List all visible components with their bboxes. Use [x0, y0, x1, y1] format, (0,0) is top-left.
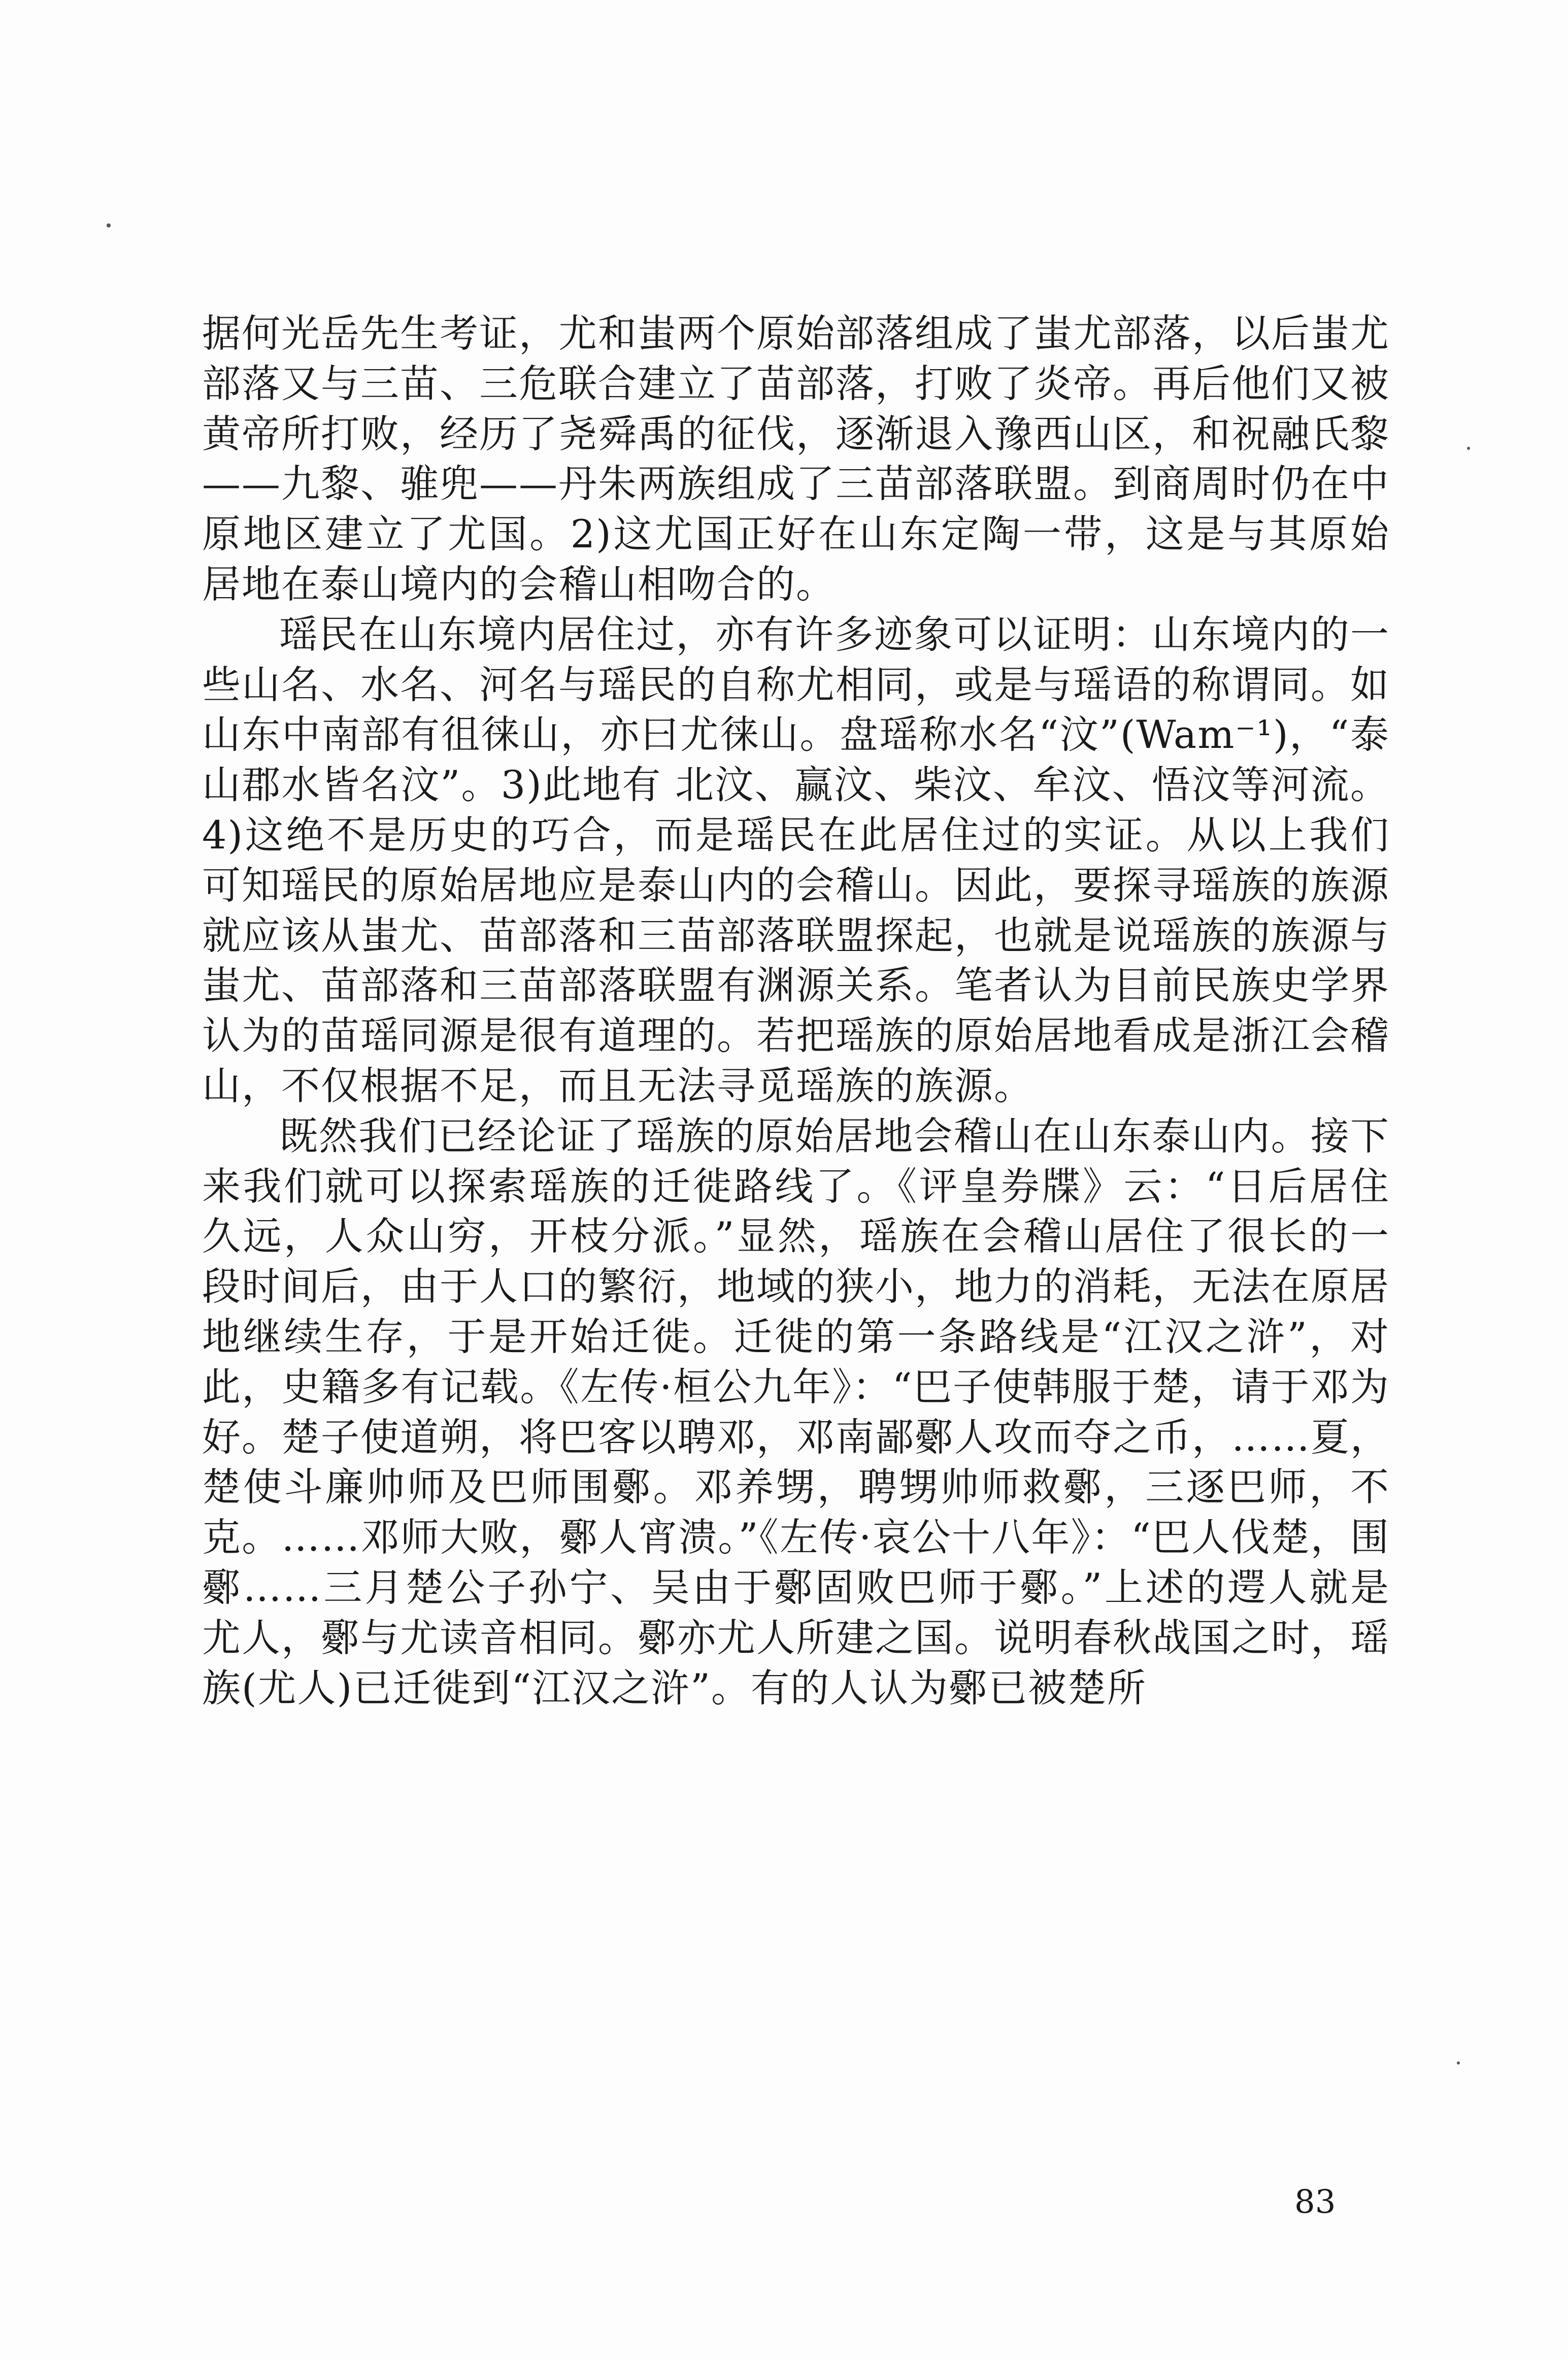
- scan-speck: [1457, 2061, 1460, 2064]
- paragraph-1: 据何光岳先生考证，尤和蚩两个原始部落组成了蚩尤部落，以后蚩尤部落又与三苗、三危联合建立了苗部落，打败了炎帝。再后他们又被黄帝所打败，经历了尧舜禹的征伐，逐渐退入豫西山区，和祝融氏黎——九黎、骓兜——丹朱两族组成了三苗部落联盟。到商周时仍在中原地区建立了尤国。2)这尤国正好在山东定陶一带，这是与其原始居地在泰山境内的会稽山相吻合的。: [202, 311, 1390, 607]
- body-text: [202, 309, 1390, 1713]
- page-number: 83: [1294, 2183, 1336, 2221]
- paragraph-2: 瑶民在山东境内居住过，亦有许多迹象可以证明：山东境内的一些山名、水名、河名与瑶民的自称尤相同，或是与瑶语的称谓同。如山东中南部有徂徕山，亦曰尤徕山。盘瑶称水名“汶”(Wam⁻¹)，“泰山郡水皆名汶”。3)此地有 北汶、赢汶、柴汶、牟汶、悟汶等河流。4)这绝不是历史的巧合，而是瑶民在此居住过的实证。从以上我们可知瑶民的原始居地应是泰山内的会稽山。因此，要探寻瑶族的族源就应该从蚩尤、苗部落和三苗部落联盟探起，也就是说瑶族的族源与蚩尤、苗部落和三苗部落联盟有渊源关系。笔者认为目前民族史学界认为的苗瑶同源是很有道理的。若把瑶族的原始居地看成是浙江会稽山，不仅根据不足，而且无法寻觅瑶族的族源。: [202, 611, 1390, 1108]
- scan-speck: [1467, 447, 1470, 450]
- paragraph-3: 既然我们已经论证了瑶族的原始居地会稽山在山东泰山内。接下来我们就可以探索瑶族的迁徙路线了。《评皇券牒》云：“日后居住久远，人众山穷，开枝分派。”显然，瑶族在会稽山居住了很长的一段时间后，由于人口的繁衍，地域的狭小，地力的消耗，无法在原居地继续生存，于是开始迁徙。迁徙的第一条路线是“江汉之浒”，对此，史籍多有记载。《左传·桓公九年》：“巴子使韩服于楚，请于邓为好。楚子使道朔，将巴客以聘邓，邓南鄙鄾人攻而夺之币，……夏，楚使斗廉帅师及巴师围鄾。邓养甥，聘甥帅师救鄾，三逐巴师，不克。……邓师大败，鄾人宵溃。”《左传·哀公十八年》：“巴人伐楚，围鄾……三月楚公子孙宁、吴由于鄾固败巴师于鄾。”上述的遌人就是尤人，鄾与尤读音相同。鄾亦尤人所建之国。说明春秋战国之时，瑶族(尤人)已迁徙到“江汉之浒”。有的人认为鄾已被楚所: [202, 1113, 1390, 1711]
- scan-speck: [107, 223, 111, 227]
